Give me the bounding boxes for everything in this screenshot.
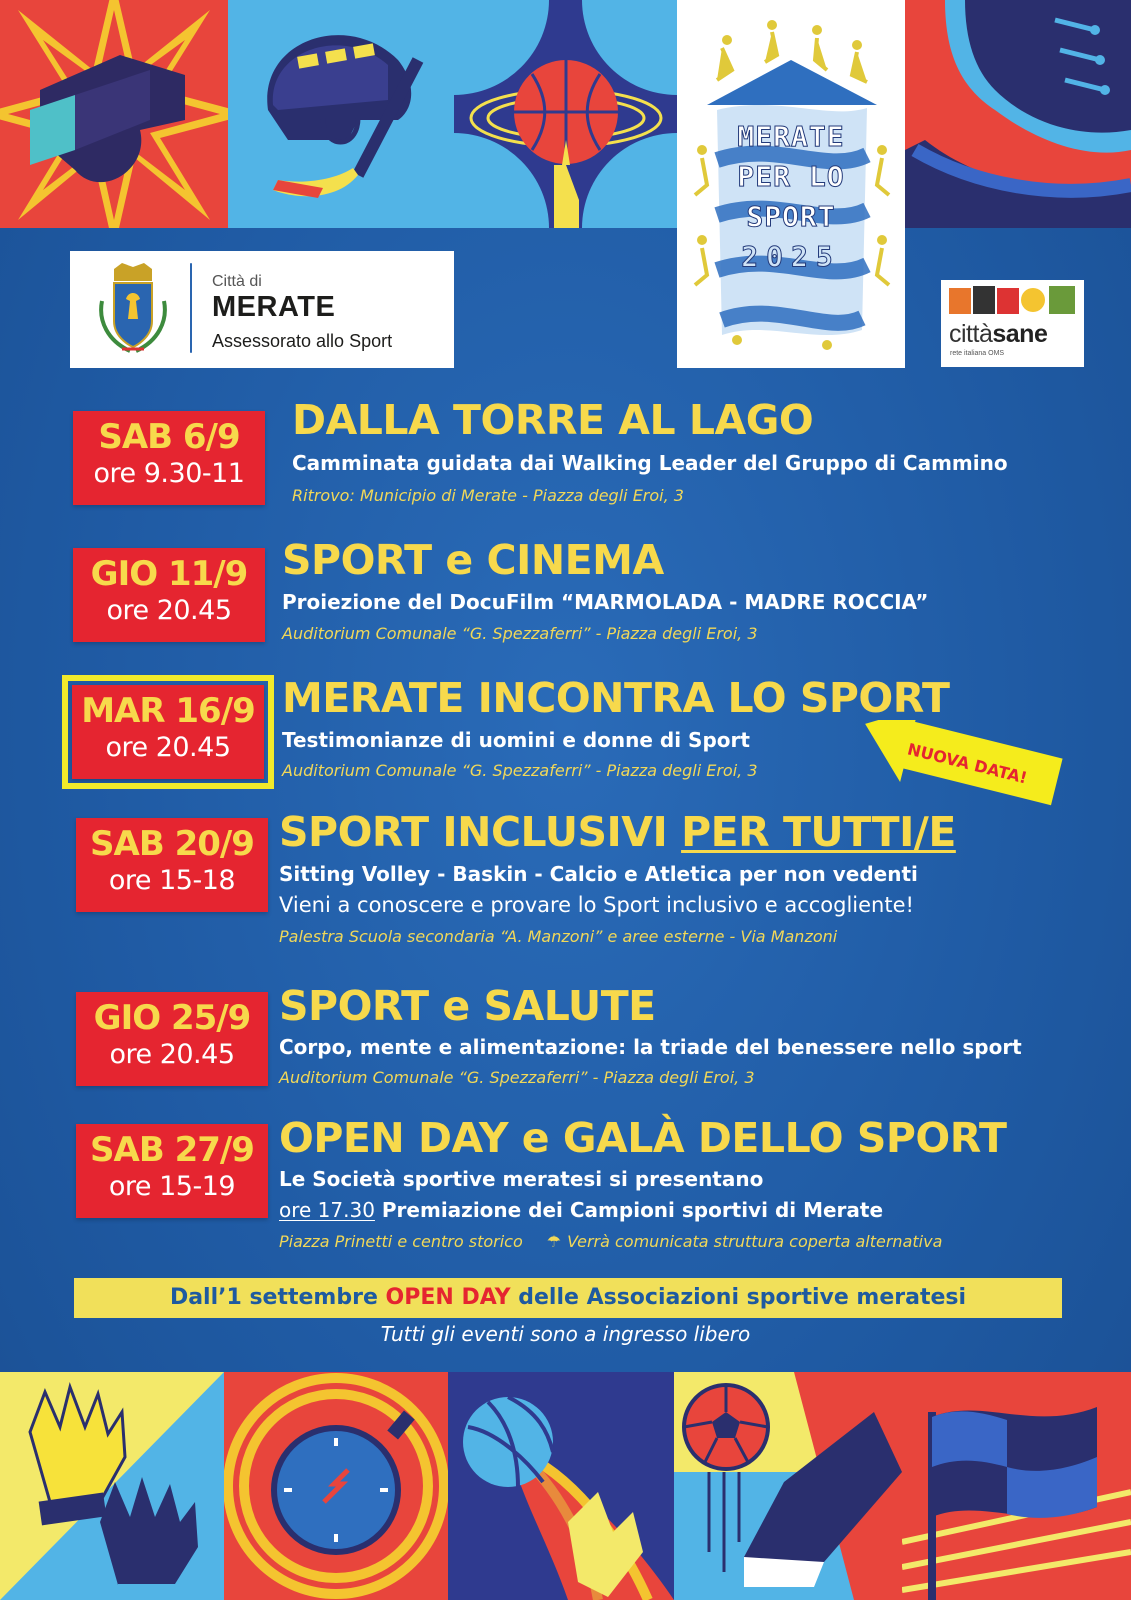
event-location: Auditorium Comunale “G. Spezzaferri” - Piazza degli Eroi, 3 (282, 624, 758, 643)
merate-per-lo-sport-logo (677, 0, 905, 368)
cittasane-word-light: città (949, 320, 993, 348)
event-location-main: Piazza Prinetti e centro storico (279, 1232, 523, 1251)
event-2-date (73, 548, 265, 642)
event-location: Ritrovo: Municipio di Merate - Piazza degli Eroi, 3 (292, 486, 684, 505)
event-location: Auditorium Comunale “G. Spezzaferri” - Piazza degli Eroi, 3 (282, 761, 758, 780)
event-description-2: Vieni a conoscere e provare lo Sport inclusivo e accogliente! (279, 893, 914, 917)
cittasane-subtitle: rete italiana OMS (950, 350, 1005, 357)
event-location: Auditorium Comunale “G. Spezzaferri” - Piazza degli Eroi, 3 (279, 1068, 755, 1087)
helmet-icon (228, 0, 454, 228)
event-description: Proiezione del DocuFilm “MARMOLADA - MADRE ROCCIA” (282, 590, 929, 614)
event-time-2: ore 17.30 (279, 1198, 375, 1222)
event-time: ore 20.45 (105, 732, 231, 763)
event-date: SAB 20/9 (90, 824, 254, 864)
gloves-tile (0, 1372, 224, 1600)
event-title-underlined: PER TUTTI/E (681, 808, 956, 856)
nuova-data-badge: NUOVA DATA! (905, 739, 1030, 788)
soccer-tile (674, 1372, 902, 1600)
sport-logo-line-3: SPORT (746, 200, 836, 233)
helmet-tile (228, 0, 454, 228)
free-entry-note: Tutti gli eventi sono a ingresso libero (380, 1322, 751, 1346)
event-date: SAB 6/9 (98, 417, 240, 457)
event-title: DALLA TORRE AL LAGO (292, 396, 814, 444)
open-day-banner (74, 1278, 1062, 1318)
event-date: MAR 16/9 (81, 691, 255, 731)
merate-logo (70, 251, 454, 368)
event-description: Testimonianze di uomini e donne di Sport (282, 728, 750, 752)
event-award-label: Premiazione dei Campioni sportivi di Merate (374, 1198, 884, 1222)
event-1-date (73, 411, 265, 505)
event-description: Sitting Volley - Baskin - Calcio e Atletica per non vedenti (279, 862, 918, 886)
event-4-date (76, 818, 268, 912)
event-description: Le Società sportive meratesi si presentano (279, 1167, 764, 1191)
flag-tile (902, 1372, 1131, 1600)
event-location-note: Verrà comunicata struttura coperta alternativa (567, 1232, 943, 1251)
event-title: SPORT e SALUTE (279, 982, 656, 1030)
banner-open-day: OPEN DAY (385, 1285, 511, 1310)
sneaker-tile (905, 0, 1131, 228)
event-title-part: SPORT INCLUSIVI (279, 808, 682, 856)
divider (190, 263, 192, 353)
cittasane-word-bold: sane (992, 320, 1048, 348)
event-title: SPORT e CINEMA (282, 536, 664, 584)
whistle-icon (0, 0, 228, 228)
cittasane-icon (941, 280, 1084, 320)
basketball-icon (454, 0, 677, 228)
glove-icon (0, 1372, 224, 1600)
event-title: OPEN DAY e GALÀ DELLO SPORT (279, 1114, 1007, 1162)
sport-logo-year: 2025 (741, 240, 841, 273)
event-time: ore 20.45 (109, 1039, 235, 1070)
flag-icon (902, 1372, 1131, 1600)
sneaker-icon (905, 0, 1131, 228)
banner-part-2: delle Associazioni sportive meratesi (510, 1285, 967, 1310)
event-time: ore 20.45 (106, 595, 232, 626)
event-title: MERATE INCONTRA LO SPORT (282, 674, 950, 722)
event-time: ore 9.30-11 (93, 458, 245, 489)
event-date: GIO 11/9 (90, 554, 248, 594)
event-date: GIO 25/9 (93, 998, 251, 1038)
event-location (279, 1232, 942, 1251)
cittasane-word (949, 320, 1047, 349)
sport-logo-line-1: MERATE (737, 120, 845, 153)
event-time: ore 15-19 (108, 1171, 236, 1202)
sport-logo-line-2: PER LO (737, 160, 845, 193)
basketball-tile (454, 0, 677, 228)
event-description-2 (279, 1198, 883, 1222)
umbrella-icon: ☂ (546, 1232, 562, 1251)
whistle-tile (0, 0, 228, 228)
event-description: Camminata guidata dai Walking Leader del Gruppo di Cammino (292, 451, 1008, 475)
soccer-ball-icon (674, 1372, 902, 1600)
event-location: Palestra Scuola secondaria “A. Manzoni” e aree esterne - Via Manzoni (279, 927, 838, 946)
event-3-date (72, 685, 264, 779)
volleyball-icon (448, 1372, 674, 1600)
event-5-date (76, 992, 268, 1086)
city-label: Città di (212, 273, 262, 290)
banner-part-1: Dall’1 settembre (169, 1285, 386, 1310)
event-title (279, 808, 956, 856)
department-label: Assessorato allo Sport (212, 331, 393, 351)
nuova-data-arrow (858, 720, 1078, 812)
event-date: SAB 27/9 (90, 1130, 254, 1170)
volleyball-tile (448, 1372, 674, 1600)
crest-icon (92, 261, 174, 361)
cittasane-logo (941, 280, 1084, 367)
event-time: ore 15-18 (108, 865, 236, 896)
stopwatch-icon (224, 1372, 448, 1600)
stopwatch-tile (224, 1372, 448, 1600)
city-name: MERATE (212, 291, 336, 323)
event-description: Corpo, mente e alimentazione: la triade del benessere nello sport (279, 1035, 1022, 1059)
event-6-date (76, 1124, 268, 1218)
